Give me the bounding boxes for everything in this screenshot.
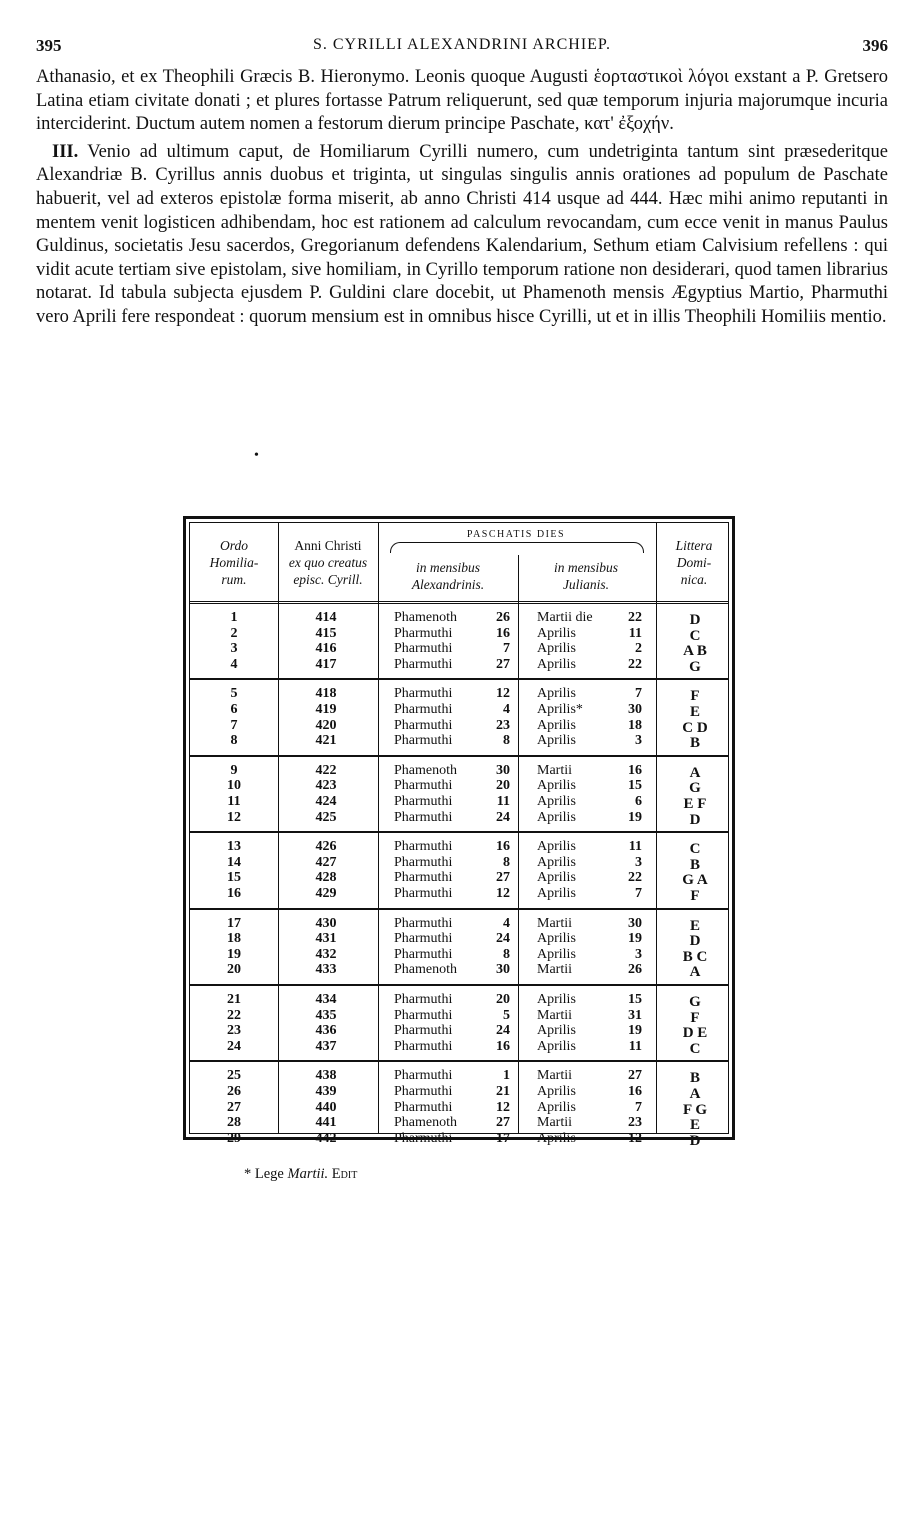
cell-jul-month: Aprilis bbox=[537, 1099, 576, 1115]
page-number-right: 396 bbox=[862, 36, 888, 55]
cell-littera: F bbox=[690, 1009, 700, 1026]
cell-jul-day: 3 bbox=[635, 854, 642, 870]
table-row bbox=[190, 686, 728, 702]
header-ordo-line1: Ordo bbox=[219, 538, 248, 553]
cell-jul-day: 12 bbox=[628, 1130, 642, 1146]
cell-littera: C bbox=[689, 627, 701, 644]
cell-alex-day: 7 bbox=[503, 641, 510, 657]
cell-jul-day: 22 bbox=[628, 610, 642, 625]
cell-anno: 432 bbox=[315, 946, 337, 962]
cell-littera: G bbox=[689, 780, 701, 797]
cell-ordo: 7 bbox=[230, 717, 238, 733]
table-row bbox=[190, 1068, 728, 1084]
table-row bbox=[190, 916, 728, 932]
cell-jul-month: Aprilis bbox=[537, 1038, 576, 1054]
section-numeral: III. bbox=[52, 141, 79, 162]
cell-ordo: 2 bbox=[230, 625, 238, 641]
table-row bbox=[190, 886, 728, 902]
page-number-left: 395 bbox=[36, 36, 62, 55]
cell-alex-month: Pharmuthi bbox=[394, 885, 453, 901]
cell-jul-month: Martii bbox=[537, 962, 572, 978]
cell-alex-day: 30 bbox=[496, 762, 510, 778]
cell-littera: D bbox=[689, 811, 701, 828]
cell-alex-day: 27 bbox=[496, 1115, 510, 1131]
cell-jul-month: Martii die bbox=[537, 610, 593, 625]
cell-alex-month: Phamenoth bbox=[394, 762, 457, 778]
cell-alex-month: Pharmuthi bbox=[394, 946, 453, 962]
cell-jul-month: Aprilis bbox=[537, 946, 576, 962]
table-row bbox=[190, 1084, 728, 1100]
cell-anno: 415 bbox=[315, 625, 337, 641]
header-littera-line2: Domi- bbox=[676, 555, 712, 570]
row-group bbox=[190, 910, 728, 986]
row-group bbox=[190, 680, 728, 756]
cell-jul-day: 30 bbox=[628, 915, 642, 931]
table-row bbox=[190, 870, 728, 886]
cell-jul-day: 7 bbox=[635, 686, 642, 702]
cell-littera: B bbox=[689, 1070, 700, 1087]
cell-ordo: 25 bbox=[227, 1068, 241, 1084]
cell-littera: D E bbox=[682, 1025, 708, 1042]
cell-alex-day: 8 bbox=[503, 733, 510, 749]
cell-alex-day: 27 bbox=[496, 656, 510, 672]
cell-ordo: 28 bbox=[227, 1115, 241, 1131]
cell-alex-month: Pharmuthi bbox=[394, 778, 453, 794]
cell-littera: A bbox=[689, 764, 701, 781]
cell-jul-month: Aprilis bbox=[537, 1083, 576, 1099]
table-row bbox=[190, 810, 728, 826]
cell-jul-day: 31 bbox=[628, 1007, 642, 1023]
cell-anno: 423 bbox=[315, 778, 337, 794]
cell-jul-month: Aprilis bbox=[537, 656, 576, 672]
cell-jul-day: 7 bbox=[635, 885, 642, 901]
cell-anno: 429 bbox=[315, 885, 337, 901]
cell-littera: E bbox=[689, 917, 700, 934]
cell-jul-day: 19 bbox=[628, 931, 642, 947]
cell-jul-day: 22 bbox=[628, 870, 642, 886]
cell-jul-day: 19 bbox=[628, 1023, 642, 1039]
cell-alex-day: 11 bbox=[496, 793, 510, 809]
cell-anno: 434 bbox=[315, 992, 337, 1007]
cell-alex-month: Pharmuthi bbox=[394, 1007, 453, 1023]
cell-alex-month: Pharmuthi bbox=[394, 1083, 453, 1099]
cell-jul-month: Aprilis bbox=[537, 992, 576, 1007]
cell-anno: 420 bbox=[315, 717, 337, 733]
cell-littera: E bbox=[689, 1117, 700, 1134]
row-group bbox=[190, 604, 728, 680]
cell-littera: F bbox=[690, 887, 700, 904]
cell-ordo: 20 bbox=[227, 962, 241, 978]
table-row bbox=[190, 718, 728, 734]
table-row bbox=[190, 962, 728, 978]
cell-ordo: 14 bbox=[227, 854, 241, 870]
cell-littera: C bbox=[689, 841, 701, 858]
cell-jul-month: Aprilis bbox=[537, 625, 576, 641]
header-brace bbox=[390, 542, 644, 553]
cell-ordo: 29 bbox=[227, 1130, 241, 1146]
cell-jul-month: Martii bbox=[537, 1068, 572, 1084]
cell-alex-day: 21 bbox=[496, 1083, 510, 1099]
cell-ordo: 17 bbox=[227, 915, 241, 931]
cell-jul-month: Martii bbox=[537, 1115, 572, 1131]
table-row bbox=[190, 1039, 728, 1055]
cell-alex-day: 4 bbox=[503, 915, 510, 931]
easter-table-inner bbox=[189, 522, 729, 1149]
cell-jul-day: 6 bbox=[635, 793, 642, 809]
cell-ordo: 26 bbox=[227, 1083, 241, 1099]
cell-alex-month: Pharmuthi bbox=[394, 717, 453, 733]
header-littera bbox=[656, 537, 732, 588]
cell-anno: 421 bbox=[315, 733, 337, 749]
table-row bbox=[190, 992, 728, 1008]
cell-alex-day: 27 bbox=[496, 870, 510, 886]
cell-jul-day: 23 bbox=[628, 1115, 642, 1131]
header-jul-line2: Julianis. bbox=[562, 577, 610, 592]
cell-jul-day: 22 bbox=[628, 656, 642, 672]
cell-ordo: 10 bbox=[227, 778, 241, 794]
cell-littera: F G bbox=[682, 1101, 708, 1118]
cell-jul-month: Aprilis bbox=[537, 839, 576, 855]
cell-alex-day: 26 bbox=[496, 610, 510, 625]
cell-alex-day: 23 bbox=[496, 717, 510, 733]
stray-mark: • bbox=[254, 448, 259, 463]
cell-alex-month: Pharmuthi bbox=[394, 1068, 453, 1084]
footnote-mark: * Lege bbox=[244, 1166, 284, 1182]
cell-anno: 435 bbox=[315, 1007, 337, 1023]
cell-anno: 416 bbox=[315, 641, 337, 657]
table-row bbox=[190, 1115, 728, 1131]
table-row bbox=[190, 733, 728, 749]
table-row bbox=[190, 641, 728, 657]
cell-anno: 424 bbox=[315, 793, 337, 809]
cell-jul-month: Aprilis bbox=[537, 686, 576, 702]
cell-littera: G bbox=[689, 658, 701, 675]
cell-ordo: 19 bbox=[227, 946, 241, 962]
cell-alex-day: 16 bbox=[496, 625, 510, 641]
cell-jul-month: Aprilis bbox=[537, 885, 576, 901]
cell-alex-month: Pharmuthi bbox=[394, 1130, 453, 1146]
cell-jul-day: 16 bbox=[628, 1083, 642, 1099]
cell-anno: 440 bbox=[315, 1099, 337, 1115]
cell-ordo: 8 bbox=[230, 733, 238, 749]
cell-alex-month: Pharmuthi bbox=[394, 686, 453, 702]
header-jul bbox=[518, 559, 654, 593]
header-alex-line2: Alexandrinis. bbox=[411, 577, 485, 592]
cell-jul-day: 15 bbox=[628, 992, 642, 1007]
table-row bbox=[190, 931, 728, 947]
cell-littera: A bbox=[689, 1085, 701, 1102]
cell-ordo: 11 bbox=[227, 793, 241, 809]
footnote-edit: Edit bbox=[331, 1166, 358, 1182]
cell-littera: C D bbox=[682, 719, 708, 736]
cell-jul-month: Martii bbox=[537, 762, 572, 778]
cell-jul-month: Aprilis bbox=[537, 1023, 576, 1039]
cell-anno: 418 bbox=[315, 686, 337, 702]
cell-jul-day: 15 bbox=[628, 778, 642, 794]
cell-alex-month: Pharmuthi bbox=[394, 625, 453, 641]
header-ordo bbox=[190, 537, 278, 588]
cell-ordo: 13 bbox=[227, 839, 241, 855]
running-title: S. CYRILLI ALEXANDRINI ARCHIEP. bbox=[312, 36, 612, 53]
cell-alex-day: 16 bbox=[496, 1038, 510, 1054]
cell-ordo: 22 bbox=[227, 1007, 241, 1023]
table-row bbox=[190, 1008, 728, 1024]
cell-littera: G bbox=[689, 994, 701, 1010]
cell-alex-day: 5 bbox=[503, 1007, 510, 1023]
cell-anno: 427 bbox=[315, 854, 337, 870]
cell-anno: 436 bbox=[315, 1023, 337, 1039]
cell-alex-day: 24 bbox=[496, 1023, 510, 1039]
cell-alex-month: Pharmuthi bbox=[394, 1038, 453, 1054]
body-text bbox=[36, 66, 888, 330]
cell-alex-day: 16 bbox=[496, 839, 510, 855]
cell-anno: 441 bbox=[315, 1115, 337, 1131]
cell-littera: G A bbox=[682, 872, 708, 889]
cell-ordo: 6 bbox=[230, 701, 238, 717]
cell-alex-day: 12 bbox=[496, 686, 510, 702]
table-row bbox=[190, 657, 728, 673]
cell-jul-month: Aprilis bbox=[537, 733, 576, 749]
cell-jul-day: 7 bbox=[635, 1099, 642, 1115]
header-anni bbox=[280, 537, 376, 588]
cell-alex-day: 30 bbox=[496, 962, 510, 978]
cell-anno: 442 bbox=[315, 1130, 337, 1146]
cell-jul-day: 11 bbox=[628, 625, 642, 641]
cell-littera: B C bbox=[682, 948, 708, 965]
cell-littera: A bbox=[689, 964, 701, 981]
cell-jul-day: 3 bbox=[635, 733, 642, 749]
cell-jul-day: 11 bbox=[628, 1038, 642, 1054]
cell-alex-day: 4 bbox=[503, 701, 510, 717]
cell-jul-month: Aprilis bbox=[537, 931, 576, 947]
cell-jul-day: 16 bbox=[628, 762, 642, 778]
cell-jul-month: Aprilis bbox=[537, 793, 576, 809]
cell-anno: 426 bbox=[315, 839, 337, 855]
running-header bbox=[36, 36, 888, 56]
cell-jul-day: 27 bbox=[628, 1068, 642, 1084]
cell-anno: 425 bbox=[315, 809, 337, 825]
cell-alex-day: 20 bbox=[496, 992, 510, 1007]
table-row bbox=[190, 1131, 728, 1147]
cell-ordo: 15 bbox=[227, 870, 241, 886]
paragraph-1: Athanasio, et ex Theophili Græcis B. Hieronymo. Leonis quoque Augusti ἑορταστικοὶ λόγοι exstant a P. Gretsero Latina etiam civitate donati ; et plures fortasse Patrum reliquerunt, sed quæ temporum injuria majorumque incuria interciderint. Ductum autem nomen a festorum dierum principe Paschate, κατ' ἐξοχήν. bbox=[36, 67, 888, 135]
cell-alex-month: Phamenoth bbox=[394, 1115, 457, 1131]
cell-alex-month: Phamenoth bbox=[394, 610, 457, 625]
cell-alex-month: Pharmuthi bbox=[394, 854, 453, 870]
cell-alex-month: Pharmuthi bbox=[394, 656, 453, 672]
cell-anno: 422 bbox=[315, 762, 337, 778]
cell-ordo: 16 bbox=[227, 885, 241, 901]
cell-ordo: 5 bbox=[230, 686, 238, 702]
cell-littera: E bbox=[689, 703, 700, 720]
cell-alex-day: 17 bbox=[496, 1130, 510, 1146]
cell-ordo: 18 bbox=[227, 931, 241, 947]
table-row bbox=[190, 947, 728, 963]
cell-jul-month: Aprilis bbox=[537, 854, 576, 870]
cell-alex-month: Pharmuthi bbox=[394, 733, 453, 749]
table-body bbox=[190, 604, 728, 1149]
cell-jul-day: 26 bbox=[628, 962, 642, 978]
cell-anno: 430 bbox=[315, 915, 337, 931]
cell-anno: 419 bbox=[315, 701, 337, 717]
cell-littera: D bbox=[689, 612, 701, 628]
cell-ordo: 4 bbox=[230, 656, 238, 672]
table-row bbox=[190, 839, 728, 855]
cell-littera: C bbox=[689, 1040, 701, 1057]
header-littera-line1: Littera bbox=[675, 538, 713, 553]
header-jul-line1: in mensibus bbox=[553, 560, 619, 575]
cell-ordo: 21 bbox=[227, 992, 241, 1007]
table-row bbox=[190, 763, 728, 779]
cell-alex-day: 12 bbox=[496, 885, 510, 901]
cell-alex-day: 1 bbox=[503, 1068, 510, 1084]
cell-alex-month: Pharmuthi bbox=[394, 870, 453, 886]
row-group bbox=[190, 1062, 728, 1152]
header-ordo-line2: Homilia- bbox=[209, 555, 259, 570]
paragraph-2 bbox=[36, 141, 888, 330]
table-row bbox=[190, 855, 728, 871]
cell-ordo: 1 bbox=[230, 610, 238, 625]
cell-jul-month: Martii bbox=[537, 915, 572, 931]
cell-ordo: 12 bbox=[227, 809, 241, 825]
cell-jul-month: Aprilis bbox=[537, 778, 576, 794]
cell-alex-month: Pharmuthi bbox=[394, 1099, 453, 1115]
cell-littera: D bbox=[689, 1132, 701, 1149]
cell-jul-day: 2 bbox=[635, 641, 642, 657]
row-group bbox=[190, 986, 728, 1062]
cell-alex-month: Pharmuthi bbox=[394, 793, 453, 809]
cell-jul-month: Aprilis bbox=[537, 870, 576, 886]
cell-jul-day: 3 bbox=[635, 946, 642, 962]
table-row bbox=[190, 1100, 728, 1116]
easter-table bbox=[183, 516, 735, 1149]
row-group bbox=[190, 757, 728, 833]
cell-alex-day: 24 bbox=[496, 809, 510, 825]
cell-jul-day: 19 bbox=[628, 809, 642, 825]
cell-alex-month: Pharmuthi bbox=[394, 992, 453, 1007]
table-row bbox=[190, 1023, 728, 1039]
table-header bbox=[190, 523, 728, 604]
cell-littera: F bbox=[690, 688, 700, 705]
footnote-word: Martii. bbox=[287, 1166, 329, 1182]
cell-anno: 428 bbox=[315, 870, 337, 886]
paragraph-2-text: Venio ad ultimum caput, de Homiliarum Cyrilli numero, cum undetriginta tantum sint præsederitque Alexandriæ B. Cyrillus annis duobus et triginta, ut singulas singulis annis orationes ad populum de Paschate habuerit, vel ad exteros epistolæ forma miserit, ab anno Christi 414 usque ad 444. Hæc mihi animo reputanti in mentem venit logisticen adhibendam, hoc est rationem ad calculum revocandam, cum ecce venit in manus Paulus Guldinus, societatis Jesu sacerdos, Gregorianum defendens Kalendarium, Sethum etiam Calvisium refellens : qui vidit acute tertiam sive epistolam, sive homiliam, in Cyrillo temporum ratione non desiderari, quod tamen librarius notarat. Id tabula subjecta ejusdem P. Guldini clare docebit, ut Phamenoth mensis Ægyptius Martio, Pharmuthi vero Aprili fere respondeat : quorum mensium est in omnibus hisce Cyrilli, ut et in illis Theophili Homiliis mentio. bbox=[36, 141, 888, 327]
cell-ordo: 24 bbox=[227, 1038, 241, 1054]
cell-alex-day: 12 bbox=[496, 1099, 510, 1115]
cell-jul-day: 30 bbox=[628, 701, 642, 717]
cell-jul-month: Aprilis bbox=[537, 641, 576, 657]
header-ordo-line3: rum. bbox=[221, 572, 247, 587]
table-row bbox=[190, 794, 728, 810]
cell-alex-day: 24 bbox=[496, 931, 510, 947]
cell-ordo: 23 bbox=[227, 1023, 241, 1039]
cell-ordo: 9 bbox=[230, 762, 238, 778]
header-alex-line1: in mensibus bbox=[415, 560, 481, 575]
header-anni-line1: Anni Christi bbox=[294, 538, 362, 553]
cell-anno: 417 bbox=[315, 656, 337, 672]
cell-alex-month: Pharmuthi bbox=[394, 809, 453, 825]
cell-alex-day: 20 bbox=[496, 778, 510, 794]
table-row bbox=[190, 626, 728, 642]
cell-ordo: 27 bbox=[227, 1099, 241, 1115]
header-anni-line3: episc. Cyrill. bbox=[293, 572, 363, 587]
cell-alex-month: Phamenoth bbox=[394, 962, 457, 978]
cell-alex-month: Pharmuthi bbox=[394, 1023, 453, 1039]
cell-alex-month: Pharmuthi bbox=[394, 701, 453, 717]
header-anni-line2: ex quo creatus bbox=[288, 555, 368, 570]
cell-littera: B bbox=[689, 735, 700, 752]
table-row bbox=[190, 702, 728, 718]
cell-alex-day: 8 bbox=[503, 854, 510, 870]
cell-alex-month: Pharmuthi bbox=[394, 931, 453, 947]
cell-jul-month: Aprilis bbox=[537, 717, 576, 733]
cell-anno: 414 bbox=[315, 610, 337, 625]
cell-alex-month: Pharmuthi bbox=[394, 839, 453, 855]
header-paschatis: PASCHATIS DIES bbox=[466, 529, 566, 540]
table-row bbox=[190, 610, 728, 626]
footnote bbox=[244, 1166, 357, 1183]
cell-littera: A B bbox=[683, 643, 707, 660]
cell-anno: 438 bbox=[315, 1068, 337, 1084]
table-row bbox=[190, 778, 728, 794]
row-group bbox=[190, 833, 728, 909]
cell-littera: B bbox=[689, 856, 700, 873]
cell-littera: D bbox=[689, 933, 701, 950]
header-alex bbox=[378, 559, 518, 593]
cell-anno: 431 bbox=[315, 931, 337, 947]
cell-littera: E F bbox=[683, 795, 707, 812]
cell-jul-day: 11 bbox=[628, 839, 642, 855]
cell-ordo: 3 bbox=[230, 641, 238, 657]
cell-alex-month: Pharmuthi bbox=[394, 915, 453, 931]
cell-jul-month: Martii bbox=[537, 1007, 572, 1023]
cell-anno: 437 bbox=[315, 1038, 337, 1054]
cell-jul-month: Aprilis* bbox=[537, 701, 583, 717]
cell-jul-month: Aprilis bbox=[537, 1130, 576, 1146]
header-littera-line3: nica. bbox=[680, 572, 708, 587]
cell-alex-day: 8 bbox=[503, 946, 510, 962]
cell-jul-day: 18 bbox=[628, 717, 642, 733]
cell-anno: 433 bbox=[315, 962, 337, 978]
cell-anno: 439 bbox=[315, 1083, 337, 1099]
cell-alex-month: Pharmuthi bbox=[394, 641, 453, 657]
cell-jul-month: Aprilis bbox=[537, 809, 576, 825]
